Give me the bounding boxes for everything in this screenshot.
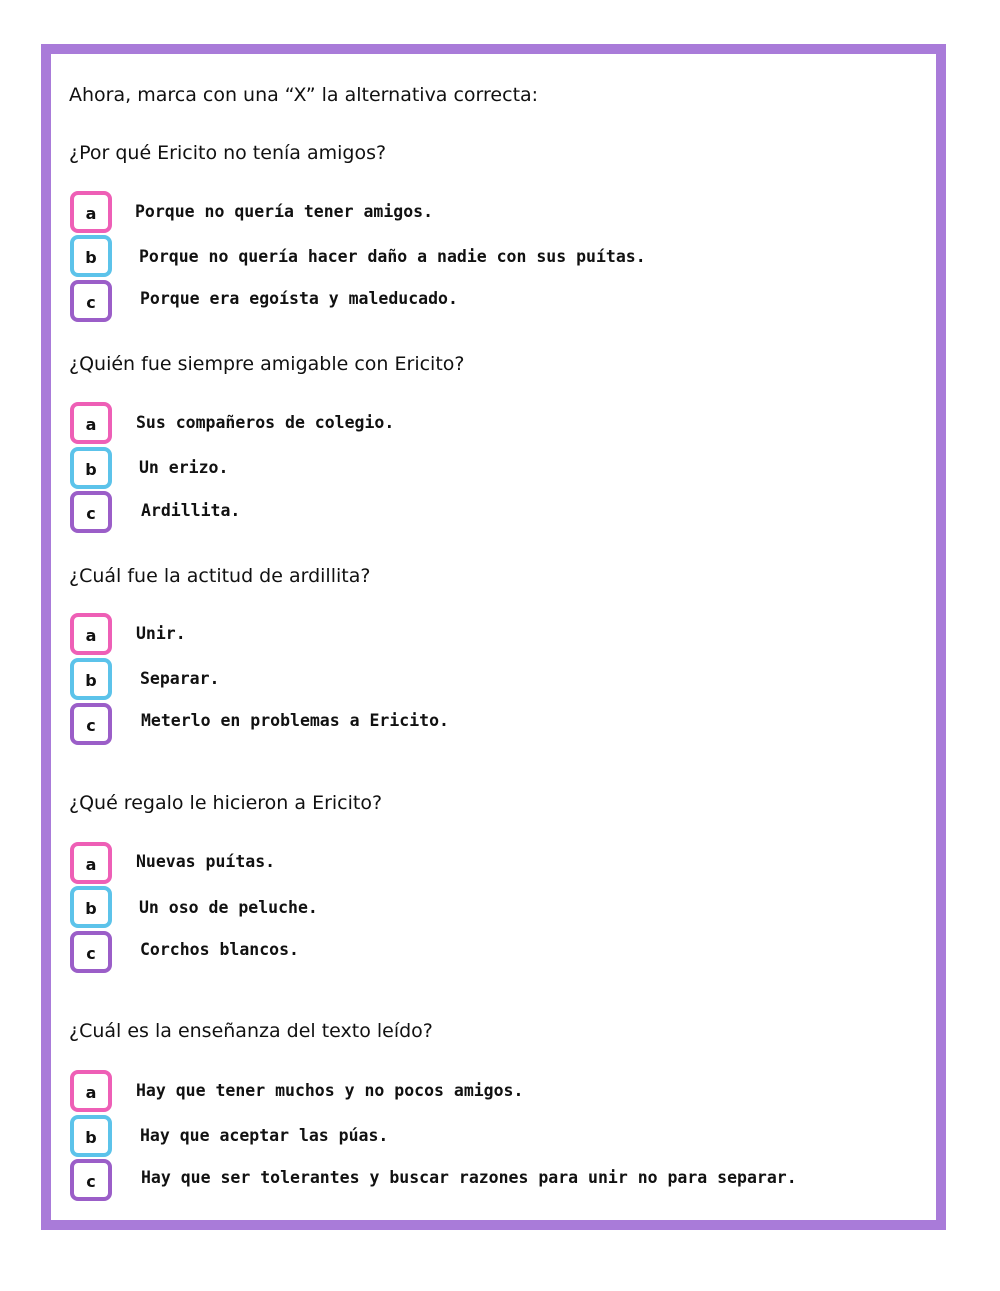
option-text-q3-b: Separar.	[140, 669, 220, 688]
option-box-q2-c[interactable]: c	[70, 491, 112, 533]
option-text-q1-a: Porque no quería tener amigos.	[135, 202, 434, 221]
option-box-q3-a[interactable]: a	[70, 613, 112, 655]
option-box-q4-c[interactable]: c	[70, 931, 112, 973]
option-text-q2-b: Un erizo.	[139, 458, 229, 477]
option-text-q5-a: Hay que tener muchos y no pocos amigos.	[136, 1081, 524, 1100]
option-box-q2-a[interactable]: a	[70, 402, 112, 444]
option-text-q4-a: Nuevas puítas.	[136, 852, 276, 871]
option-box-q4-b[interactable]: b	[70, 886, 112, 928]
option-text-q4-c: Corchos blancos.	[140, 940, 299, 959]
option-text-q4-b: Un oso de peluche.	[139, 898, 318, 917]
option-text-q5-c: Hay que ser tolerantes y buscar razones para unir no para separar.	[141, 1168, 797, 1187]
option-box-q4-a[interactable]: a	[70, 842, 112, 884]
option-box-q3-b[interactable]: b	[70, 658, 112, 700]
option-box-q1-b[interactable]: b	[70, 235, 112, 277]
option-box-q5-b[interactable]: b	[70, 1115, 112, 1157]
option-box-q1-a[interactable]: a	[70, 191, 112, 233]
option-text-q2-c: Ardillita.	[141, 501, 241, 520]
option-text-q2-a: Sus compañeros de colegio.	[136, 413, 395, 432]
option-text-q1-b: Porque no quería hacer daño a nadie con sus puítas.	[139, 247, 646, 266]
question-5: ¿Cuál es la enseñanza del texto leído?	[69, 1020, 433, 1042]
question-2: ¿Quién fue siempre amigable con Ericito?	[69, 353, 465, 375]
option-text-q3-a: Unir.	[136, 624, 186, 643]
question-4: ¿Qué regalo le hicieron a Ericito?	[69, 792, 383, 814]
option-box-q3-c[interactable]: c	[70, 703, 112, 745]
question-1: ¿Por qué Ericito no tenía amigos?	[69, 142, 387, 164]
option-text-q3-c: Meterlo en problemas a Ericito.	[141, 711, 449, 730]
option-box-q5-a[interactable]: a	[70, 1070, 112, 1112]
option-text-q1-c: Porque era egoísta y maleducado.	[140, 289, 458, 308]
option-box-q2-b[interactable]: b	[70, 447, 112, 489]
question-3: ¿Cuál fue la actitud de ardillita?	[69, 565, 371, 587]
instruction-text: Ahora, marca con una “X” la alternativa correcta:	[69, 84, 539, 106]
option-text-q5-b: Hay que aceptar las púas.	[140, 1126, 389, 1145]
option-box-q5-c[interactable]: c	[70, 1159, 112, 1201]
option-box-q1-c[interactable]: c	[70, 280, 112, 322]
